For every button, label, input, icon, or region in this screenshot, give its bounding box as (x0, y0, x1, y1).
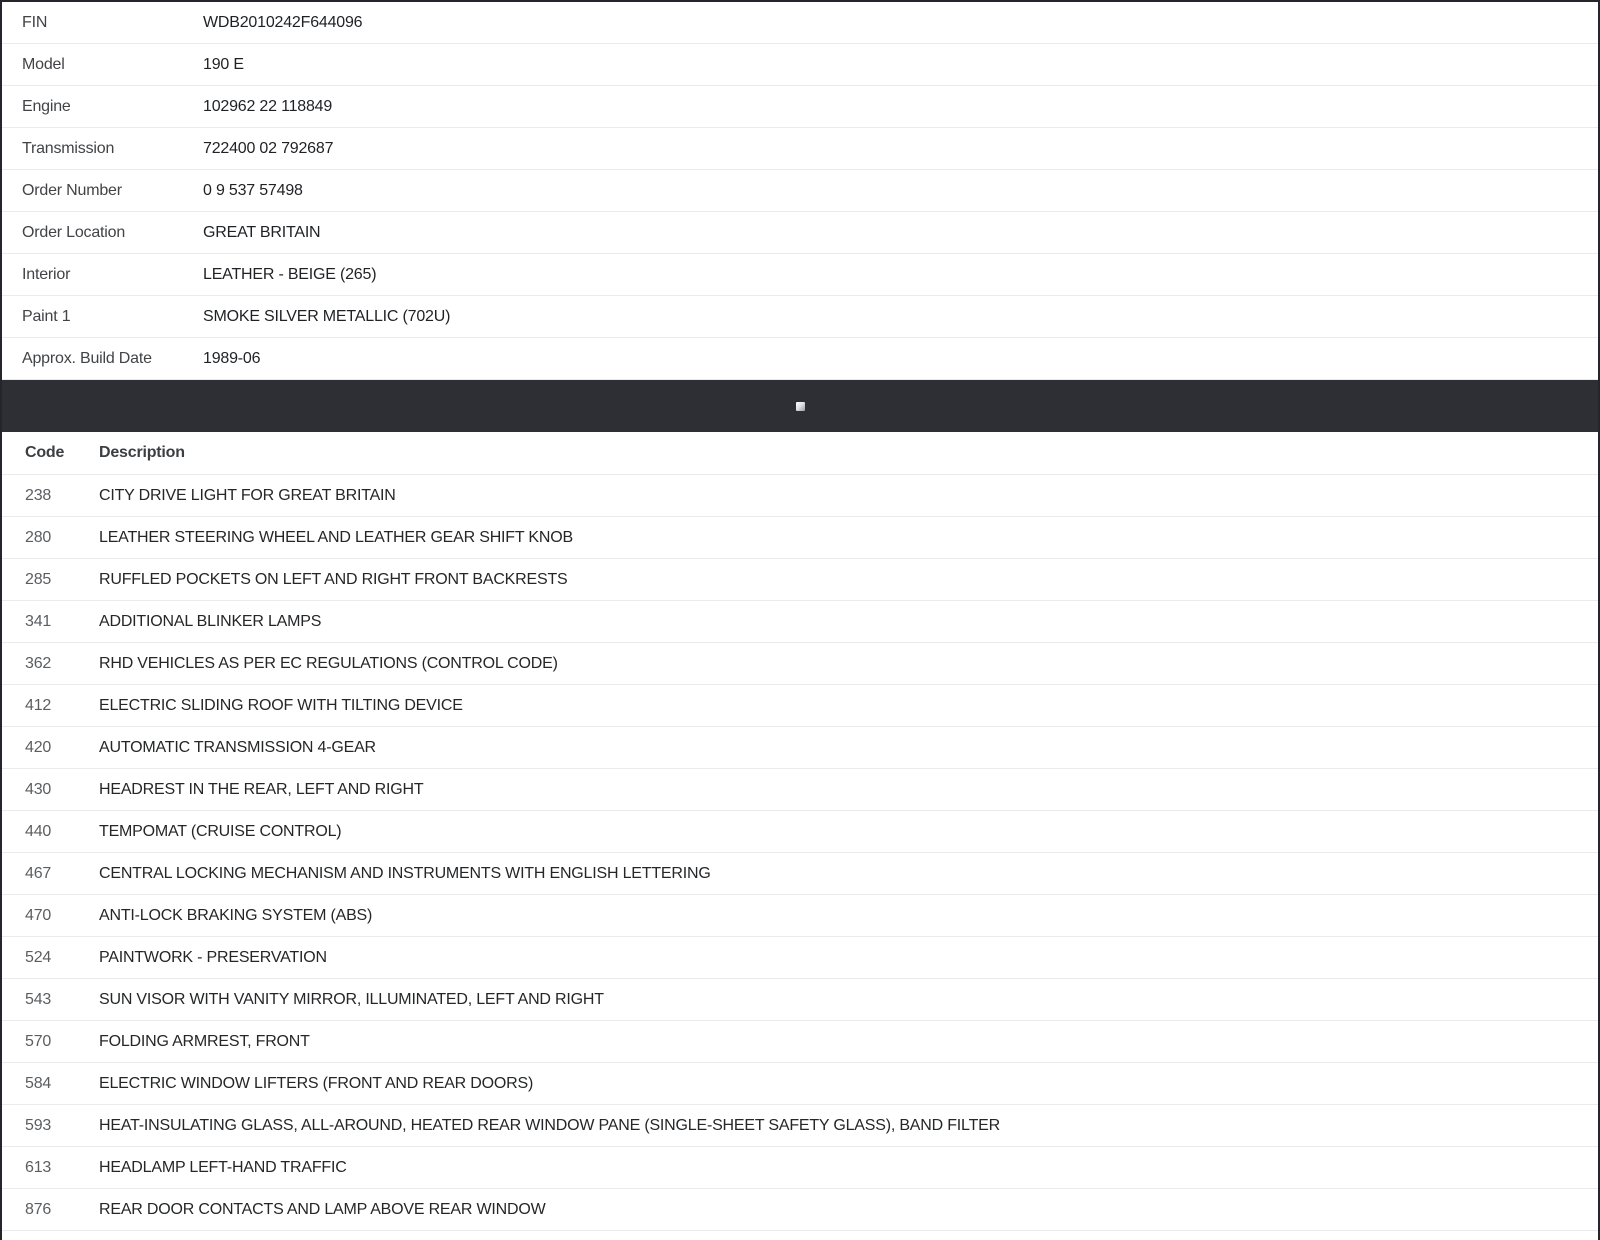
option-code: 362 (2, 643, 99, 685)
option-row (2, 475, 1598, 517)
option-code: 341 (2, 601, 99, 643)
spec-value: SMOKE SILVER METALLIC (702U) (203, 296, 1598, 338)
option-row (2, 685, 1598, 727)
option-row (2, 1063, 1598, 1105)
option-row (2, 853, 1598, 895)
option-description: AUTOMATIC TRANSMISSION 4-GEAR (99, 727, 1598, 769)
option-code: 613 (2, 1147, 99, 1189)
spec-value: WDB2010242F644096 (203, 2, 1598, 44)
option-description: REAR DOOR CONTACTS AND LAMP ABOVE REAR WINDOW (99, 1189, 1598, 1231)
option-code: 584 (2, 1063, 99, 1105)
option-row (2, 811, 1598, 853)
spec-label: Model (2, 44, 203, 86)
spec-value: 0 9 537 57498 (203, 170, 1598, 212)
option-description: RHD VEHICLES AS PER EC REGULATIONS (CONTROL CODE) (99, 643, 1598, 685)
spec-row (2, 254, 1598, 296)
option-row (2, 1147, 1598, 1189)
option-description: CITY DRIVE LIGHT FOR GREAT BRITAIN (99, 475, 1598, 517)
spec-value: LEATHER - BEIGE (265) (203, 254, 1598, 296)
spec-row (2, 86, 1598, 128)
broken-image-icon (796, 402, 805, 411)
option-description: SUN VISOR WITH VANITY MIRROR, ILLUMINATED, LEFT AND RIGHT (99, 979, 1598, 1021)
spec-row (2, 128, 1598, 170)
option-description: HEAT-INSULATING GLASS, ALL-AROUND, HEATED REAR WINDOW PANE (SINGLE-SHEET SAFETY GLASS), BAND FILTER (99, 1105, 1598, 1147)
option-description: HEADLAMP LEFT-HAND TRAFFIC (99, 1147, 1598, 1189)
option-row (2, 937, 1598, 979)
option-code: 570 (2, 1021, 99, 1063)
option-code: 420 (2, 727, 99, 769)
option-code: 467 (2, 853, 99, 895)
option-code: 412 (2, 685, 99, 727)
description-column-header: Description (99, 432, 1598, 475)
option-description: ADDITIONAL BLINKER LAMPS (99, 601, 1598, 643)
option-codes-table (2, 432, 1598, 1231)
spec-label: Order Location (2, 212, 203, 254)
vehicle-info-rows (2, 2, 1598, 380)
spec-label: Transmission (2, 128, 203, 170)
option-description: RUFFLED POCKETS ON LEFT AND RIGHT FRONT BACKRESTS (99, 559, 1598, 601)
code-column-header: Code (2, 432, 99, 475)
spec-label: Paint 1 (2, 296, 203, 338)
option-description: PAINTWORK - PRESERVATION (99, 937, 1598, 979)
option-row (2, 1189, 1598, 1231)
option-code: 430 (2, 769, 99, 811)
spec-value: 722400 02 792687 (203, 128, 1598, 170)
option-code: 470 (2, 895, 99, 937)
option-row (2, 769, 1598, 811)
option-code: 876 (2, 1189, 99, 1231)
spec-label: FIN (2, 2, 203, 44)
vehicle-info-table (2, 2, 1598, 380)
option-description: ANTI-LOCK BRAKING SYSTEM (ABS) (99, 895, 1598, 937)
option-row (2, 559, 1598, 601)
option-row (2, 643, 1598, 685)
option-code: 285 (2, 559, 99, 601)
option-codes-rows (2, 475, 1598, 1231)
option-codes-header (2, 432, 1598, 475)
spec-row (2, 2, 1598, 44)
spec-value: 102962 22 118849 (203, 86, 1598, 128)
option-description: TEMPOMAT (CRUISE CONTROL) (99, 811, 1598, 853)
option-code: 543 (2, 979, 99, 1021)
spec-row (2, 338, 1598, 380)
option-description: ELECTRIC WINDOW LIFTERS (FRONT AND REAR DOORS) (99, 1063, 1598, 1105)
spec-row (2, 212, 1598, 254)
option-row (2, 1021, 1598, 1063)
option-description: LEATHER STEERING WHEEL AND LEATHER GEAR SHIFT KNOB (99, 517, 1598, 559)
option-row (2, 601, 1598, 643)
option-description: HEADREST IN THE REAR, LEFT AND RIGHT (99, 769, 1598, 811)
spec-label: Approx. Build Date (2, 338, 203, 380)
option-row (2, 517, 1598, 559)
option-description: FOLDING ARMREST, FRONT (99, 1021, 1598, 1063)
spec-value: GREAT BRITAIN (203, 212, 1598, 254)
option-row (2, 727, 1598, 769)
spec-value: 190 E (203, 44, 1598, 86)
option-code: 440 (2, 811, 99, 853)
option-row (2, 979, 1598, 1021)
option-description: CENTRAL LOCKING MECHANISM AND INSTRUMENTS WITH ENGLISH LETTERING (99, 853, 1598, 895)
section-divider-bar (2, 380, 1598, 432)
option-code: 280 (2, 517, 99, 559)
spec-row (2, 170, 1598, 212)
spec-row (2, 44, 1598, 86)
option-header-row (2, 432, 1598, 475)
spec-row (2, 296, 1598, 338)
option-row (2, 895, 1598, 937)
option-description: ELECTRIC SLIDING ROOF WITH TILTING DEVICE (99, 685, 1598, 727)
spec-label: Interior (2, 254, 203, 296)
option-code: 593 (2, 1105, 99, 1147)
option-code: 524 (2, 937, 99, 979)
spec-value: 1989-06 (203, 338, 1598, 380)
option-row (2, 1105, 1598, 1147)
option-code: 238 (2, 475, 99, 517)
spec-label: Engine (2, 86, 203, 128)
spec-label: Order Number (2, 170, 203, 212)
